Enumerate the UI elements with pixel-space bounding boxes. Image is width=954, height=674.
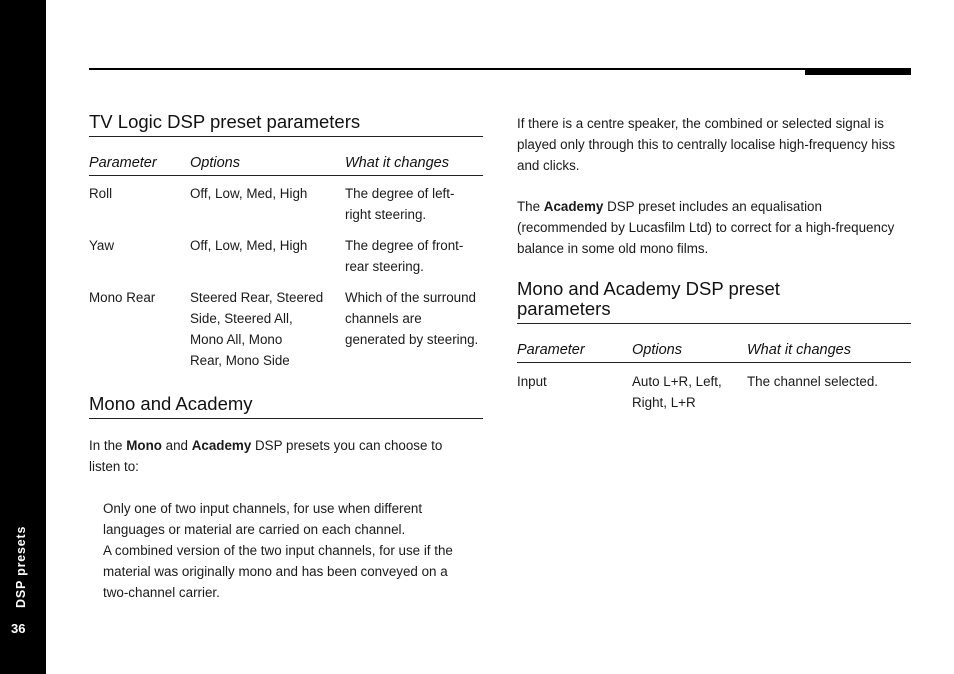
change-line: rear steering. [345, 259, 424, 274]
intro-text: DSP presets you can choose to [251, 438, 443, 453]
change-line: channels are [345, 311, 422, 326]
section-label-text: DSP presets [14, 525, 28, 608]
tv-logic-table-header [89, 155, 483, 176]
mono-academy-heading: Mono and Academy [89, 394, 483, 419]
centre-speaker-paragraph [517, 113, 911, 176]
row-changes [747, 371, 911, 413]
option-line: Right, L+R [632, 395, 696, 410]
mono-academy-table-header [517, 342, 911, 363]
col-parameter: Parameter [89, 155, 157, 171]
row-options [190, 183, 345, 225]
page-number: 36 [11, 621, 26, 636]
intro-text: listen to: [89, 459, 139, 474]
mono-academy-params-heading [517, 279, 911, 324]
table-row [89, 235, 483, 277]
header-rule [89, 68, 911, 70]
intro-bold-academy: Academy [191, 438, 252, 453]
change-line: right steering. [345, 207, 427, 222]
row-changes [345, 287, 483, 371]
option-line: Rear, Mono Side [190, 353, 290, 368]
table-row [517, 371, 911, 413]
row-options [190, 287, 345, 371]
table-row [89, 287, 483, 371]
col-options: Options [632, 342, 682, 358]
col-parameter: Parameter [517, 342, 585, 358]
list-item-line: languages or material are carried on each channel. [103, 522, 406, 537]
paragraph-line: balance in some old mono films. [517, 241, 709, 256]
list-item-line: two-channel carrier. [103, 585, 220, 600]
heading-line: parameters [517, 298, 611, 319]
list-item-line: A combined version of the two input channels, for use if the [103, 543, 453, 558]
change-line: generated by steering. [345, 332, 479, 347]
intro-text: and [161, 438, 192, 453]
change-line: The degree of front- [345, 238, 464, 253]
row-parameter: Yaw [89, 238, 115, 253]
row-options [190, 235, 345, 277]
option-line: Off, Low, Med, High [190, 186, 308, 201]
row-changes [345, 235, 483, 277]
row-options [632, 371, 747, 413]
paragraph-line: (recommended by Lucasfilm Ltd) to correct for a high-frequency [517, 220, 895, 235]
mono-academy-section [89, 394, 483, 603]
option-line: Steered Rear, Steered [190, 290, 324, 305]
paragraph-bold-academy: Academy [543, 199, 604, 214]
paragraph-line: played only through this to centrally localise high-frequency hiss [517, 137, 896, 152]
change-line: Which of the surround [345, 290, 476, 305]
row-parameter: Roll [89, 186, 113, 201]
tv-logic-heading: TV Logic DSP preset parameters [89, 112, 483, 137]
change-line: The degree of left- [345, 186, 455, 201]
mono-academy-intro [89, 435, 483, 477]
header-tab [805, 68, 911, 75]
mono-academy-params-section [517, 279, 911, 413]
heading-line: Mono and Academy DSP preset [517, 278, 780, 299]
tv-logic-section [89, 112, 483, 371]
option-list [89, 498, 483, 603]
col-what-it-changes: What it changes [345, 155, 449, 171]
change-line: The channel selected. [747, 374, 879, 389]
list-item [103, 498, 483, 540]
col-what-it-changes: What it changes [747, 342, 851, 358]
intro-bold-mono: Mono [126, 438, 162, 453]
table-row [89, 183, 483, 225]
option-line: Auto L+R, Left, [632, 374, 722, 389]
row-parameter: Mono Rear [89, 290, 156, 305]
paragraph-line: If there is a centre speaker, the combined or selected signal is [517, 116, 884, 131]
option-line: Side, Steered All, [190, 311, 293, 326]
intro-text: In the [89, 438, 127, 453]
col-options: Options [190, 155, 240, 171]
academy-paragraph [517, 196, 911, 259]
list-item [103, 540, 483, 603]
row-changes [345, 183, 483, 225]
paragraph-line: and clicks. [517, 158, 580, 173]
paragraph-text: The [517, 199, 544, 214]
option-line: Off, Low, Med, High [190, 238, 308, 253]
list-item-line: material was originally mono and has been conveyed on a [103, 564, 448, 579]
option-line: Mono All, Mono [190, 332, 283, 347]
list-item-line: Only one of two input channels, for use when different [103, 501, 423, 516]
paragraph-text: DSP preset includes an equalisation [603, 199, 822, 214]
row-parameter: Input [517, 374, 547, 389]
